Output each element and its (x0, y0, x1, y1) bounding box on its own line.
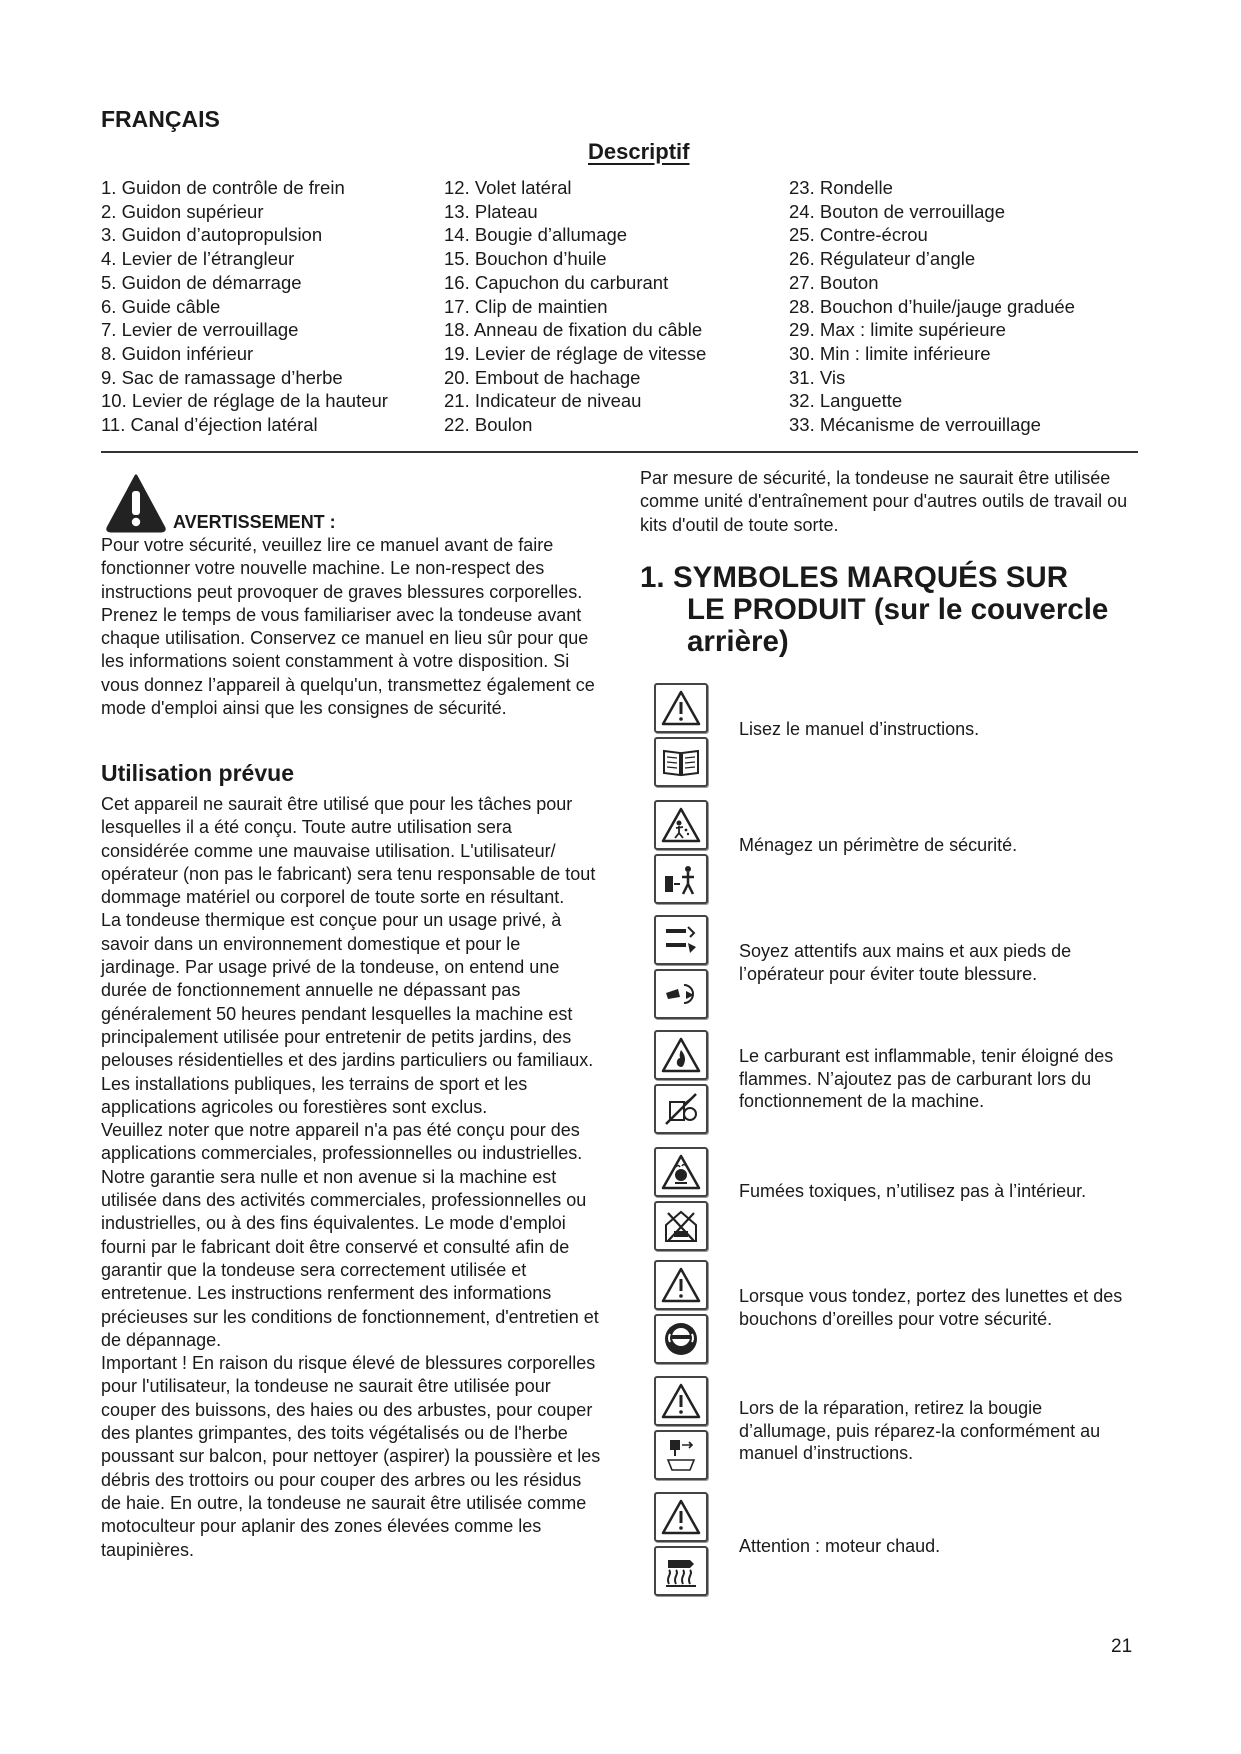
list-item: 7. Levier de verrouillage (101, 319, 299, 341)
hand-blade-icon (654, 915, 708, 965)
symbol-text: Soyez attentifs aux mains et aux pieds de l’opérateur pour éviter toute blessure. (739, 941, 1072, 984)
parts-list-col2 (444, 176, 706, 437)
foot-blade-icon (654, 969, 708, 1019)
parts-list-col3 (789, 176, 1075, 437)
hot-surface-icon (654, 1546, 708, 1596)
list-item: 12. Volet latéral (444, 177, 572, 198)
list-item: 10. Levier de réglage de la hauteur (101, 390, 388, 412)
language-heading: FRANÇAIS (101, 106, 220, 132)
list-item: 13. Plateau (444, 200, 538, 222)
toxic-fumes-icon (654, 1147, 708, 1197)
warning-triangle-icon (105, 473, 167, 533)
symbol-text: Ménagez un périmètre de sécurité. (739, 835, 1018, 855)
symbol-fuel-flammable (652, 1030, 710, 1138)
paragraph: Veuillez noter que notre appareil n'a pas été conçu pour des applications commerciales, professionnelles ou industrielles. Notre garantie sera nulle et non avenue si la machine est utilisée dans des activités commerciales, professionnelles ou industrielles, ou à des fins équivalentes. Le mode d'emploi fourni par le fabricant doit être conservé et consulté afin de garantir que la tondeuse sera correctement utilisée et entretenue. Les instructions renferment des informations précieuses sur les conditions de fonctionnement, d'entretien et de dépannage. (101, 1120, 599, 1350)
flying-debris-icon (654, 800, 708, 850)
list-item: 9. Sac de ramassage d’herbe (101, 366, 343, 388)
symbol-hands-feet (652, 915, 710, 1023)
warning-triangle-icon (654, 1376, 708, 1426)
warning-text: Pour votre sécurité, veuillez lire ce manuel avant de faire fonctionner votre nouvelle machine. Le non-respect des instructions peut provoquer de graves blessures corporelles. Prenez le temps de vous familiariser avec la tondeuse avant chaque utilisation. Conservez ce manuel en lieu sûr pour que les informations soient constamment à votre disposition. Si vous donnez l’appareil à quelqu'un, transmettez également ce mode d'emploi ainsi que les consignes de sécurité. (101, 535, 595, 719)
fire-warning-icon (654, 1030, 708, 1080)
list-item: 31. Vis (789, 366, 846, 388)
symbol-protection (652, 1260, 710, 1368)
list-item: 18. Anneau de fixation du câble (444, 319, 703, 341)
keep-distance-person-icon (654, 854, 708, 904)
list-item: 5. Guidon de démarrage (101, 271, 302, 293)
symbol-safety-distance (652, 800, 710, 908)
no-refuel-running-icon (654, 1084, 708, 1134)
symbol-text: Attention : moteur chaud. (739, 1536, 941, 1556)
list-item: 29. Max : limite supérieure (789, 319, 1006, 341)
list-item: 1. Guidon de contrôle de frein (101, 177, 345, 198)
warning-title: AVERTISSEMENT : (173, 512, 336, 532)
symbol-text: Lors de la réparation, retirez la bougie d’allumage, puis réparez-la conformément au manuel d’instructions. (739, 1398, 1101, 1463)
parts-list-col1 (101, 176, 388, 437)
symbol-text: Fumées toxiques, n’utilisez pas à l’intérieur. (739, 1181, 1087, 1201)
section-title-descriptif: Descriptif (588, 139, 690, 164)
symbol-hot-engine (652, 1492, 710, 1600)
symbol-read-manual (652, 683, 710, 791)
list-item: 15. Bouchon d’huile (444, 248, 607, 270)
eye-ear-protection-icon (654, 1314, 708, 1364)
symbol-spark-plug (652, 1376, 710, 1484)
list-item: 30. Min : limite inférieure (789, 342, 991, 364)
intended-use-text (101, 793, 603, 1562)
list-item: 16. Capuchon du carburant (444, 271, 669, 293)
list-item: 32. Languette (789, 390, 903, 412)
list-item: 17. Clip de maintien (444, 295, 608, 317)
section-divider (101, 451, 1138, 453)
section-number: 1. (640, 561, 665, 594)
list-item: 28. Bouchon d’huile/jauge graduée (789, 295, 1075, 317)
paragraph: La tondeuse thermique est conçue pour un usage privé, à savoir dans un environnement domestique et pour le jardinage. Par usage privé de la tondeuse, on entend une durée de fonctionnement annuelle ne dépassant pas généralement 50 heures pendant lesquelles la machine est principalement utilisée pour entretenir de petits jardins, des pelouses résidentielles et des jardins particuliers ou familiaux. Les installations publiques, les terrains de sport et les applications agricoles ou forestières sont exclus. (101, 910, 594, 1117)
list-item: 3. Guidon d’autopropulsion (101, 224, 323, 246)
symbols-section-title: 1. SYMBOLES MARQUÉS SUR LE PRODUIT (sur le couvercle arrière) (640, 561, 1109, 658)
paragraph: Important ! En raison du risque élevé de blessures corporelles pour l'utilisateur, la tondeuse ne saurait être utilisée pour couper des buissons, des haies ou des arbustes, pour couper des plantes grimpantes, des toits végétalisés ou de l'herbe poussant sur balcon, pour nettoyer (aspirer) la poussière et les débris des trottoirs ou pour couper des arbres ou les résidus de haie. En outre, la tondeuse ne saurait être utilisée comme motoculteur pour aplanir des zones élevées comme les taupinières. (101, 1353, 601, 1560)
paragraph: Cet appareil ne saurait être utilisé que pour les tâches pour lesquelles il a été conçu. Toute autre utilisation sera considérée comme une mauvaise utilisation. L'utilisateur/ opérateur (non pas le fabricant) sera tenu responsable de tout dommage matériel ou corporel de toute sorte en résultant. (101, 794, 596, 908)
list-item: 27. Bouton (789, 271, 879, 293)
list-item: 21. Indicateur de niveau (444, 390, 642, 412)
list-item: 19. Levier de réglage de vitesse (444, 342, 707, 364)
list-item: 23. Rondelle (789, 177, 893, 198)
list-item: 2. Guidon supérieur (101, 200, 264, 222)
symbol-text: Lisez le manuel d’instructions. (739, 719, 980, 739)
list-item: 11. Canal d’éjection latéral (101, 414, 318, 436)
list-item: 33. Mécanisme de verrouillage (789, 414, 1041, 436)
spark-plug-removal-icon (654, 1430, 708, 1480)
warning-triangle-icon (654, 1492, 708, 1542)
list-item: 8. Guidon inférieur (101, 342, 254, 364)
symbol-text: Le carburant est inflammable, tenir éloigné des flammes. N’ajoutez pas de carburant lors du fonctionnement de la machine. (739, 1046, 1114, 1111)
list-item: 20. Embout de hachage (444, 366, 641, 388)
list-item: 24. Bouton de verrouillage (789, 200, 1005, 222)
list-item: 4. Levier de l’étrangleur (101, 248, 295, 270)
list-item: 14. Bougie d’allumage (444, 224, 628, 246)
safety-intro-text: Par mesure de sécurité, la tondeuse ne saurait être utilisée comme unité d'entraînement pour d'autres outils de travail ou kits d'outil de toute sorte. (640, 468, 1128, 535)
no-indoor-use-icon (654, 1201, 708, 1251)
manual-book-icon (654, 737, 708, 787)
list-item: 25. Contre-écrou (789, 224, 928, 246)
intended-use-title: Utilisation prévue (101, 760, 294, 786)
list-item: 22. Boulon (444, 414, 533, 436)
warning-triangle-icon (654, 1260, 708, 1310)
symbol-text: Lorsque vous tondez, portez des lunettes et des bouchons d’oreilles pour votre sécurité. (739, 1286, 1123, 1329)
list-item: 26. Régulateur d’angle (789, 248, 976, 270)
warning-triangle-icon (654, 683, 708, 733)
page-number: 21 (1111, 1636, 1133, 1657)
symbol-toxic-fumes (652, 1147, 710, 1255)
list-item: 6. Guide câble (101, 295, 221, 317)
